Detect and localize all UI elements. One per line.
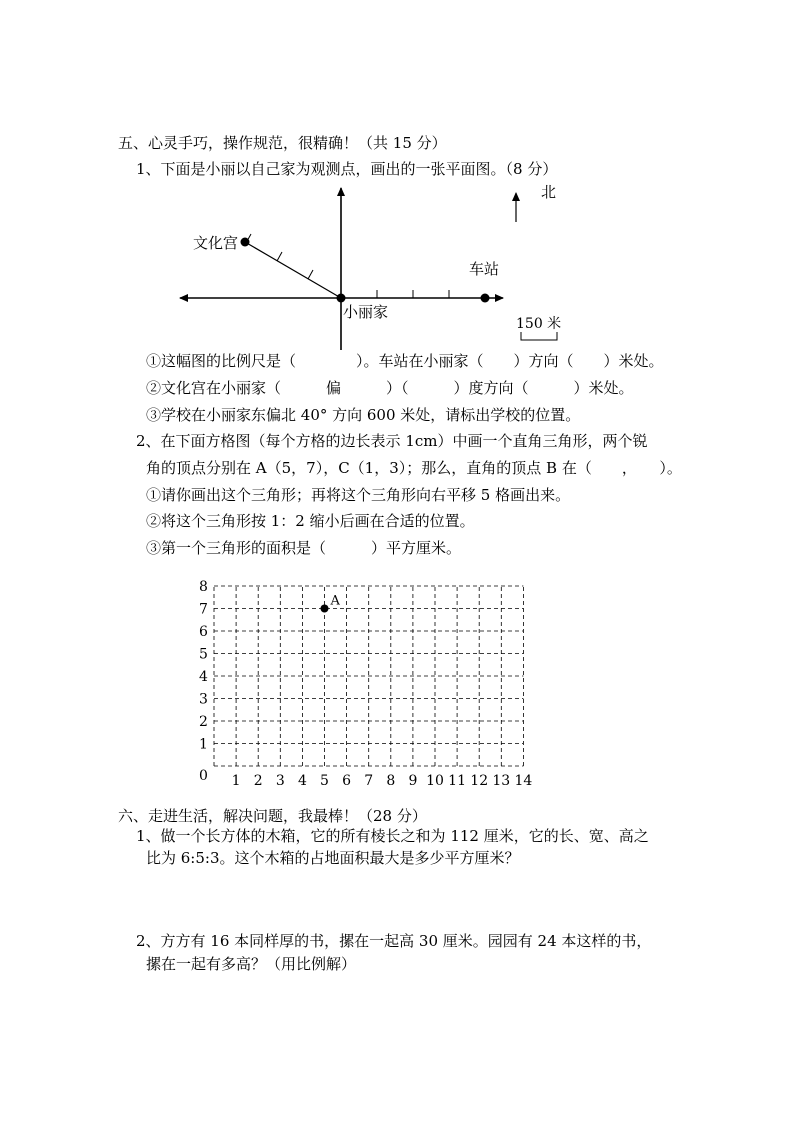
tick (308, 270, 313, 279)
q2-sub2: ②将这个三角形按 1：2 缩小后画在合适的位置。 (146, 512, 475, 530)
x-tick-label: 5 (320, 773, 329, 789)
origin-label: 0 (199, 768, 208, 784)
y-tick-label: 7 (199, 601, 208, 618)
y-tick-label: 5 (199, 646, 208, 663)
q2-sub3: ③第一个三角形的面积是（ ）平方厘米。 (146, 539, 462, 557)
home-point (337, 294, 346, 303)
x-tick-label: 11 (448, 773, 467, 789)
y-tick-label: 3 (199, 691, 208, 708)
section6-q2-line1: 2、方方有 16 本同样厚的书，摞在一起高 30 厘米。园园有 24 本这样的书， (136, 932, 652, 950)
scale-label: 150 米 (516, 316, 562, 332)
point-a (321, 605, 329, 613)
x-tick-label: 14 (514, 773, 533, 789)
scale-bar (521, 332, 557, 340)
direction-map (0, 0, 794, 350)
q2-line2: 角的顶点分别在 A（5，7），C（1，3）；那么，直角的顶点 B 在（ ， ）。 (146, 459, 682, 477)
y-tick-label: 1 (199, 736, 208, 753)
coordinate-grid (0, 570, 794, 795)
x-tick-label: 3 (275, 773, 285, 789)
x-tick-label: 13 (492, 773, 511, 789)
culture-palace-line (245, 242, 341, 298)
point-a-label: A (330, 593, 340, 609)
y-tick-label: 4 (199, 669, 208, 685)
q2-sub1: ①请你画出这个三角形；再将这个三角形向右平移 5 格画出来。 (146, 486, 571, 504)
section6-title: 六、走进生活，解决问题，我最棒！（28 分） (118, 807, 427, 825)
q1-sub2: ②文化宫在小丽家（ 偏 ）（ ）度方向（ ）米处。 (146, 379, 634, 397)
culture-palace-point (241, 238, 250, 247)
station-point (481, 294, 490, 303)
y-tick-label: 8 (199, 579, 208, 595)
section6-q2-line2: 摞在一起有多高？（用比例解） (146, 955, 357, 973)
x-tick-label: 8 (386, 773, 396, 789)
q1-text: 1、下面是小丽以自己家为观测点，画出的一张平面图。（8 分） (136, 160, 558, 178)
q1-sub3: ③学校在小丽家东偏北 40° 方向 600 米处，请标出学校的位置。 (146, 406, 581, 424)
section6-q1-line2: 比为 6:5:3。这个木箱的占地面积最大是多少平方厘米？ (146, 849, 520, 867)
x-tick-label: 10 (426, 773, 444, 789)
x-tick-label: 9 (408, 773, 418, 789)
north-label: 北 (541, 183, 557, 201)
x-tick-label: 4 (297, 773, 307, 789)
tick (277, 252, 282, 261)
q1-sub1: ①这幅图的比例尺是（ ）。车站在小丽家（ ）方向（ ）米处。 (146, 352, 664, 370)
home-label: 小丽家 (343, 303, 389, 321)
section6-q1-line1: 1、做一个长方体的木箱，它的所有棱长之和为 112 厘米，它的长、宽、高之 (136, 827, 649, 845)
x-tick-label: 1 (231, 773, 241, 789)
x-tick-label: 6 (342, 773, 352, 789)
y-tick-label: 6 (199, 624, 208, 640)
station-label: 车站 (469, 260, 500, 278)
culture-palace-label: 文化宫 (193, 234, 239, 252)
x-tick-label: 12 (470, 773, 489, 789)
section5-title: 五、心灵手巧，操作规范，很精确！（共 15 分） (118, 134, 447, 152)
x-tick-label: 7 (364, 773, 374, 789)
x-tick-label: 2 (253, 773, 263, 789)
q2-line1: 2、在下面方格图（每个方格的边长表示 1cm）中画一个直角三角形，两个锐 (136, 432, 648, 450)
y-tick-label: 2 (199, 714, 208, 730)
